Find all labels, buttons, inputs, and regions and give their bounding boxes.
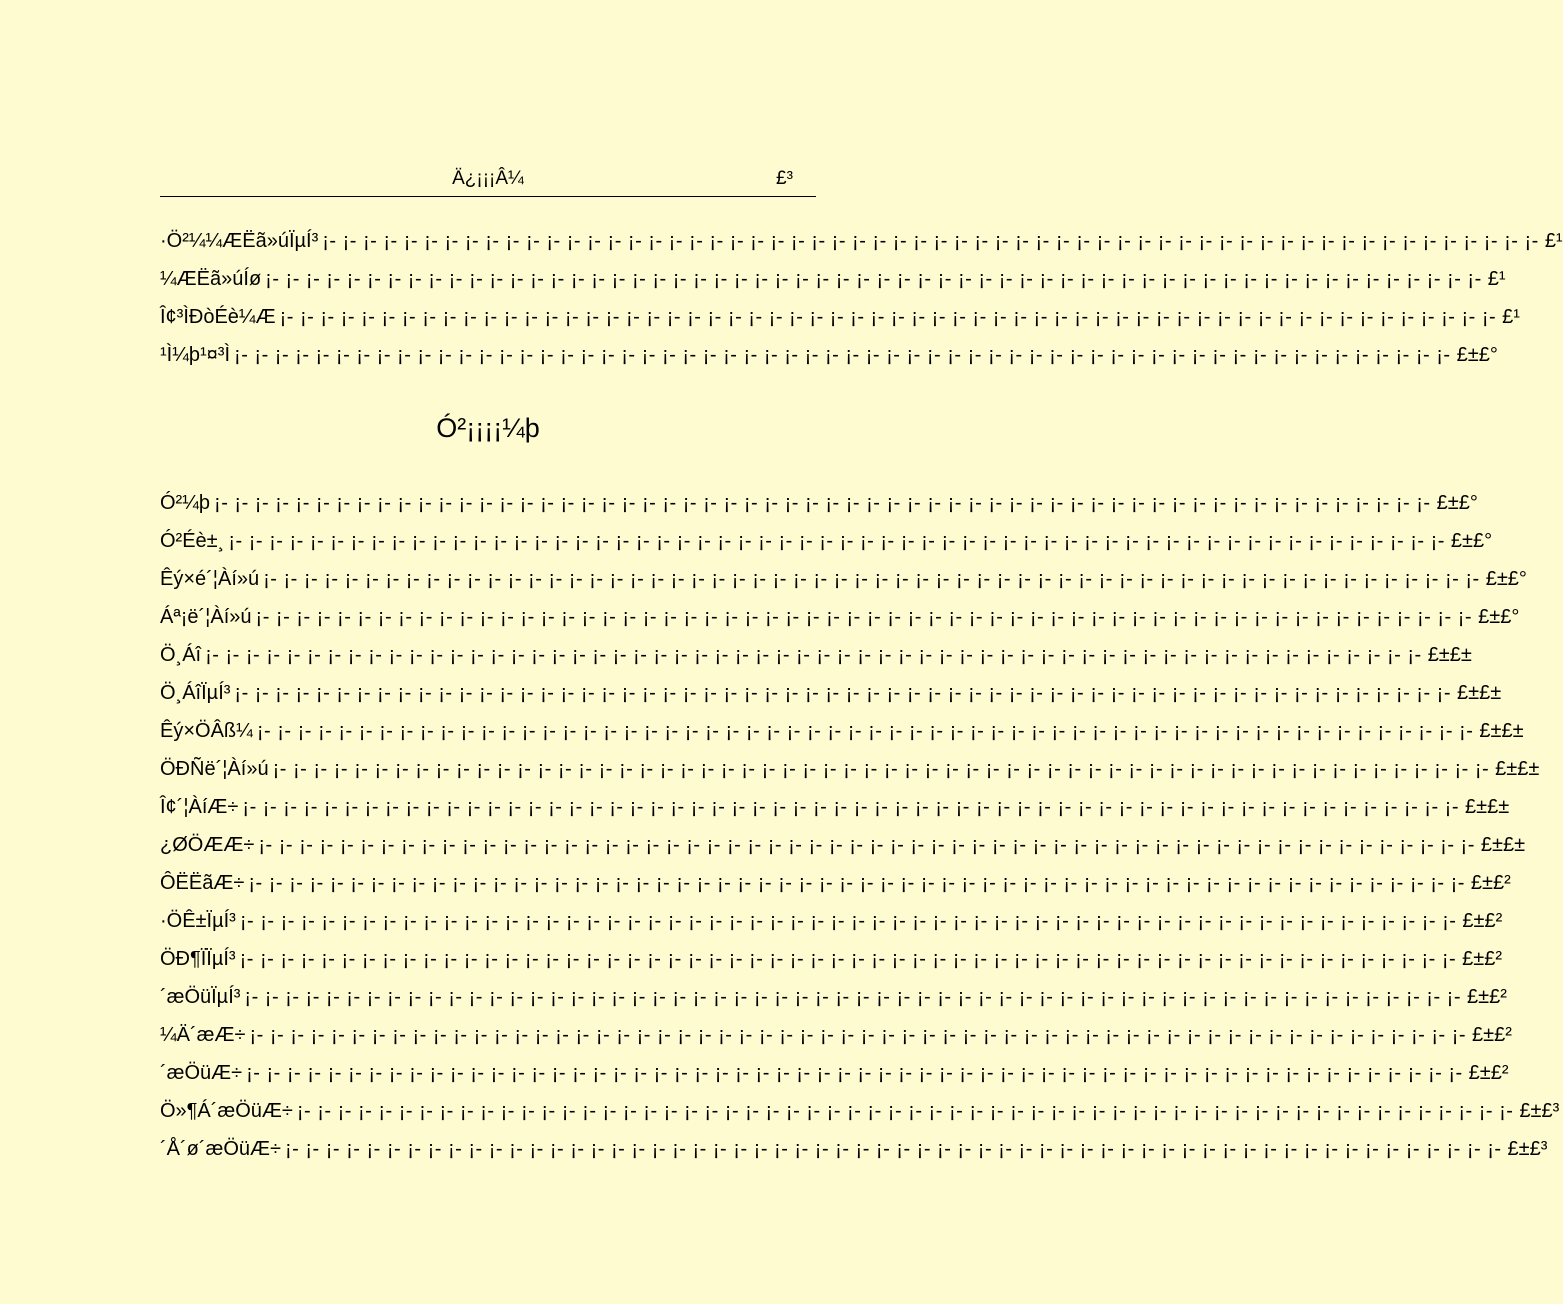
toc-entry-label: Ö¸ÁîÏµÍ³: [160, 682, 231, 704]
toc-entry-label: ´æÖüÏµÍ³: [160, 986, 241, 1008]
toc-entry-label: Áª¡ë´¦Àí»ú: [160, 606, 252, 628]
toc-entry: [160, 1092, 1560, 1130]
toc-entry-label: ´æÖüÆ÷: [160, 1062, 243, 1084]
toc-entry: [160, 560, 1527, 598]
toc-entry-page: £±£°: [1450, 530, 1493, 552]
dot-leader: ¡- ¡- ¡- ¡- ¡- ¡- ¡- ¡- ¡- ¡- ¡- ¡- ¡- ¡- ¡- ¡- ¡- ¡- ¡- ¡- ¡- ¡- ¡- ¡- ¡- ¡- ¡- ¡- ¡- ¡- ¡- ¡- ¡- ¡- ¡- ¡- ¡- ¡- ¡- ¡- ¡- ¡- ¡- ¡- ¡- ¡- ¡- ¡- ¡- ¡- ¡- ¡- ¡- ¡- ¡- ¡- ¡- ¡- ¡- ¡-: [214, 492, 1431, 514]
toc-entry-page: £±£²: [1470, 872, 1511, 894]
toc-entry: [160, 978, 1507, 1016]
toc-entry-page: £±£²: [1466, 986, 1507, 1008]
toc-entry: [160, 484, 1478, 522]
toc-entry-page: £±£±: [1427, 644, 1472, 666]
toc-entry-page: £±£±: [1495, 758, 1540, 780]
toc-entry: [160, 598, 1520, 636]
toc-entry-label: Ó²¼þ: [160, 492, 211, 514]
toc-entry: [160, 336, 1498, 374]
dot-leader: ¡- ¡- ¡- ¡- ¡- ¡- ¡- ¡- ¡- ¡- ¡- ¡- ¡- ¡- ¡- ¡- ¡- ¡- ¡- ¡- ¡- ¡- ¡- ¡- ¡- ¡- ¡- ¡- ¡- ¡- ¡- ¡- ¡- ¡- ¡- ¡- ¡- ¡- ¡- ¡- ¡- ¡- ¡- ¡- ¡- ¡- ¡- ¡- ¡- ¡- ¡- ¡- ¡- ¡- ¡- ¡- ¡- ¡- ¡- ¡-: [272, 758, 1490, 780]
running-header-title: Ä¿¡¡¡Â¼: [452, 168, 524, 189]
toc-entry: [160, 636, 1472, 674]
dot-leader: ¡- ¡- ¡- ¡- ¡- ¡- ¡- ¡- ¡- ¡- ¡- ¡- ¡- ¡- ¡- ¡- ¡- ¡- ¡- ¡- ¡- ¡- ¡- ¡- ¡- ¡- ¡- ¡- ¡- ¡- ¡- ¡- ¡- ¡- ¡- ¡- ¡- ¡- ¡- ¡- ¡- ¡- ¡- ¡- ¡- ¡- ¡- ¡- ¡- ¡- ¡- ¡- ¡- ¡- ¡- ¡- ¡- ¡- ¡- ¡-: [234, 682, 1451, 704]
toc-entry-page: £¹: [1502, 306, 1520, 328]
toc-entry-label: ¼ÆËã»úÍø: [160, 268, 262, 290]
toc-entry-page: £±£³: [1507, 1138, 1548, 1160]
dot-leader: ¡- ¡- ¡- ¡- ¡- ¡- ¡- ¡- ¡- ¡- ¡- ¡- ¡- ¡- ¡- ¡- ¡- ¡- ¡- ¡- ¡- ¡- ¡- ¡- ¡- ¡- ¡- ¡- ¡- ¡- ¡- ¡- ¡- ¡- ¡- ¡- ¡- ¡- ¡- ¡- ¡- ¡- ¡- ¡- ¡- ¡- ¡- ¡- ¡- ¡- ¡- ¡- ¡- ¡- ¡- ¡- ¡- ¡- ¡- ¡-: [239, 910, 1457, 932]
toc-entry-label: Êý×é´¦Àí»ú: [160, 568, 260, 590]
toc-main-list: [160, 484, 1560, 1168]
toc-entry: [160, 1054, 1509, 1092]
toc-entry-label: Î¢³ÌÐòÉè¼Æ: [160, 306, 276, 328]
toc-entry-label: ´Å´ø´æÖüÆ÷: [160, 1138, 281, 1160]
toc-entry: [160, 864, 1511, 902]
toc-entry: [160, 222, 1563, 260]
header-divider: [160, 196, 816, 197]
toc-entry: [160, 750, 1540, 788]
toc-entry-page: £±£°: [1436, 492, 1478, 514]
dot-leader: ¡- ¡- ¡- ¡- ¡- ¡- ¡- ¡- ¡- ¡- ¡- ¡- ¡- ¡- ¡- ¡- ¡- ¡- ¡- ¡- ¡- ¡- ¡- ¡- ¡- ¡- ¡- ¡- ¡- ¡- ¡- ¡- ¡- ¡- ¡- ¡- ¡- ¡- ¡- ¡- ¡- ¡- ¡- ¡- ¡- ¡- ¡- ¡- ¡- ¡- ¡- ¡- ¡- ¡- ¡- ¡- ¡- ¡- ¡- ¡-: [246, 1062, 1463, 1084]
toc-entry: [160, 298, 1520, 336]
toc-entry-label: ÖÐ¶ÏÏµÍ³: [160, 948, 236, 970]
dot-leader: ¡- ¡- ¡- ¡- ¡- ¡- ¡- ¡- ¡- ¡- ¡- ¡- ¡- ¡- ¡- ¡- ¡- ¡- ¡- ¡- ¡- ¡- ¡- ¡- ¡- ¡- ¡- ¡- ¡- ¡- ¡- ¡- ¡- ¡- ¡- ¡- ¡- ¡- ¡- ¡- ¡- ¡- ¡- ¡- ¡- ¡- ¡- ¡- ¡- ¡- ¡- ¡- ¡- ¡- ¡- ¡- ¡- ¡- ¡- ¡-: [256, 720, 1474, 742]
toc-entry-label: ·ÖÊ±ÏµÍ³: [160, 910, 236, 932]
toc-entry-page: £±£±: [1480, 834, 1526, 856]
toc-entry-page: £±£²: [1472, 1024, 1512, 1046]
toc-entry-label: Ó²Éè±¸: [160, 530, 225, 552]
toc-entry-page: £±£±: [1479, 720, 1524, 742]
toc-entry-label: Êý×ÖÂß¼: [160, 720, 253, 742]
toc-entry-label: ¹Ì¼þ¹¤³Ì: [160, 344, 231, 366]
toc-entry-page: £±£²: [1462, 910, 1503, 932]
toc-entry: [160, 674, 1502, 712]
toc-entry-page: £±£°: [1478, 606, 1520, 628]
toc-entry-page: £±£±: [1464, 796, 1510, 818]
toc-entry-label: ·Ö²¼¼ÆËã»úÏµÍ³: [160, 230, 319, 252]
toc-entry-label: Ö¸Áî: [160, 644, 202, 666]
dot-leader: ¡- ¡- ¡- ¡- ¡- ¡- ¡- ¡- ¡- ¡- ¡- ¡- ¡- ¡- ¡- ¡- ¡- ¡- ¡- ¡- ¡- ¡- ¡- ¡- ¡- ¡- ¡- ¡- ¡- ¡- ¡- ¡- ¡- ¡- ¡- ¡- ¡- ¡- ¡- ¡- ¡- ¡- ¡- ¡- ¡- ¡- ¡- ¡- ¡- ¡- ¡- ¡- ¡- ¡- ¡- ¡- ¡- ¡- ¡- ¡-: [205, 644, 1422, 666]
toc-top-list: [160, 222, 1563, 374]
dot-leader: ¡- ¡- ¡- ¡- ¡- ¡- ¡- ¡- ¡- ¡- ¡- ¡- ¡- ¡- ¡- ¡- ¡- ¡- ¡- ¡- ¡- ¡- ¡- ¡- ¡- ¡- ¡- ¡- ¡- ¡- ¡- ¡- ¡- ¡- ¡- ¡- ¡- ¡- ¡- ¡- ¡- ¡- ¡- ¡- ¡- ¡- ¡- ¡- ¡- ¡- ¡- ¡- ¡- ¡- ¡- ¡- ¡- ¡- ¡- ¡-: [244, 986, 1461, 1008]
toc-entry-label: ÖÐÑë´¦Àí»ú: [160, 758, 269, 780]
toc-entry-label: Î¢´¦ÀíÆ÷: [160, 796, 239, 818]
toc-entry-page: £±£²: [1462, 948, 1503, 970]
toc-entry-page: £¹: [1544, 230, 1563, 252]
toc-entry: [160, 940, 1503, 978]
toc-entry-page: £±£°: [1456, 344, 1498, 366]
toc-entry: [160, 712, 1524, 750]
toc-entry-page: £±£±: [1456, 682, 1502, 704]
dot-leader: ¡- ¡- ¡- ¡- ¡- ¡- ¡- ¡- ¡- ¡- ¡- ¡- ¡- ¡- ¡- ¡- ¡- ¡- ¡- ¡- ¡- ¡- ¡- ¡- ¡- ¡- ¡- ¡- ¡- ¡- ¡- ¡- ¡- ¡- ¡- ¡- ¡- ¡- ¡- ¡- ¡- ¡- ¡- ¡- ¡- ¡- ¡- ¡- ¡- ¡- ¡- ¡- ¡- ¡- ¡- ¡- ¡- ¡- ¡- ¡-: [265, 268, 1482, 290]
dot-leader: ¡- ¡- ¡- ¡- ¡- ¡- ¡- ¡- ¡- ¡- ¡- ¡- ¡- ¡- ¡- ¡- ¡- ¡- ¡- ¡- ¡- ¡- ¡- ¡- ¡- ¡- ¡- ¡- ¡- ¡- ¡- ¡- ¡- ¡- ¡- ¡- ¡- ¡- ¡- ¡- ¡- ¡- ¡- ¡- ¡- ¡- ¡- ¡- ¡- ¡- ¡- ¡- ¡- ¡- ¡- ¡- ¡- ¡- ¡- ¡-: [258, 834, 1475, 856]
dot-leader: ¡- ¡- ¡- ¡- ¡- ¡- ¡- ¡- ¡- ¡- ¡- ¡- ¡- ¡- ¡- ¡- ¡- ¡- ¡- ¡- ¡- ¡- ¡- ¡- ¡- ¡- ¡- ¡- ¡- ¡- ¡- ¡- ¡- ¡- ¡- ¡- ¡- ¡- ¡- ¡- ¡- ¡- ¡- ¡- ¡- ¡- ¡- ¡- ¡- ¡- ¡- ¡- ¡- ¡- ¡- ¡- ¡- ¡- ¡- ¡-: [263, 568, 1480, 590]
running-header-page-number: £³: [776, 168, 793, 189]
toc-entry: [160, 1130, 1548, 1168]
toc-entry-label: Ö»¶Á´æÖüÆ÷: [160, 1100, 293, 1122]
toc-entry: [160, 788, 1510, 826]
toc-entry: [160, 826, 1526, 864]
dot-leader: ¡- ¡- ¡- ¡- ¡- ¡- ¡- ¡- ¡- ¡- ¡- ¡- ¡- ¡- ¡- ¡- ¡- ¡- ¡- ¡- ¡- ¡- ¡- ¡- ¡- ¡- ¡- ¡- ¡- ¡- ¡- ¡- ¡- ¡- ¡- ¡- ¡- ¡- ¡- ¡- ¡- ¡- ¡- ¡- ¡- ¡- ¡- ¡- ¡- ¡- ¡- ¡- ¡- ¡- ¡- ¡- ¡- ¡- ¡- ¡-: [239, 948, 1457, 970]
toc-entry-page: £¹: [1487, 268, 1506, 290]
toc-entry-page: £±£°: [1485, 568, 1527, 590]
toc-entry-label: ÔËËãÆ÷: [160, 872, 245, 894]
toc-entry: [160, 902, 1503, 940]
dot-leader: ¡- ¡- ¡- ¡- ¡- ¡- ¡- ¡- ¡- ¡- ¡- ¡- ¡- ¡- ¡- ¡- ¡- ¡- ¡- ¡- ¡- ¡- ¡- ¡- ¡- ¡- ¡- ¡- ¡- ¡- ¡- ¡- ¡- ¡- ¡- ¡- ¡- ¡- ¡- ¡- ¡- ¡- ¡- ¡- ¡- ¡- ¡- ¡- ¡- ¡- ¡- ¡- ¡- ¡- ¡- ¡- ¡- ¡- ¡- ¡-: [234, 344, 1451, 366]
toc-entry-label: ¿ØÖÆÆ÷: [160, 834, 255, 856]
dot-leader: ¡- ¡- ¡- ¡- ¡- ¡- ¡- ¡- ¡- ¡- ¡- ¡- ¡- ¡- ¡- ¡- ¡- ¡- ¡- ¡- ¡- ¡- ¡- ¡- ¡- ¡- ¡- ¡- ¡- ¡- ¡- ¡- ¡- ¡- ¡- ¡- ¡- ¡- ¡- ¡- ¡- ¡- ¡- ¡- ¡- ¡- ¡- ¡- ¡- ¡- ¡- ¡- ¡- ¡- ¡- ¡- ¡- ¡- ¡- ¡-: [242, 796, 1459, 818]
toc-entry-page: £±£²: [1468, 1062, 1509, 1084]
dot-leader: ¡- ¡- ¡- ¡- ¡- ¡- ¡- ¡- ¡- ¡- ¡- ¡- ¡- ¡- ¡- ¡- ¡- ¡- ¡- ¡- ¡- ¡- ¡- ¡- ¡- ¡- ¡- ¡- ¡- ¡- ¡- ¡- ¡- ¡- ¡- ¡- ¡- ¡- ¡- ¡- ¡- ¡- ¡- ¡- ¡- ¡- ¡- ¡- ¡- ¡- ¡- ¡- ¡- ¡- ¡- ¡- ¡- ¡- ¡- ¡-: [279, 306, 1497, 328]
toc-entry: [160, 1016, 1512, 1054]
toc-entry-label: ¼Ä´æÆ÷: [160, 1024, 246, 1046]
dot-leader: ¡- ¡- ¡- ¡- ¡- ¡- ¡- ¡- ¡- ¡- ¡- ¡- ¡- ¡- ¡- ¡- ¡- ¡- ¡- ¡- ¡- ¡- ¡- ¡- ¡- ¡- ¡- ¡- ¡- ¡- ¡- ¡- ¡- ¡- ¡- ¡- ¡- ¡- ¡- ¡- ¡- ¡- ¡- ¡- ¡- ¡- ¡- ¡- ¡- ¡- ¡- ¡- ¡- ¡- ¡- ¡- ¡- ¡- ¡- ¡-: [322, 230, 1539, 252]
toc-entry-page: £±£³: [1519, 1100, 1560, 1122]
dot-leader: ¡- ¡- ¡- ¡- ¡- ¡- ¡- ¡- ¡- ¡- ¡- ¡- ¡- ¡- ¡- ¡- ¡- ¡- ¡- ¡- ¡- ¡- ¡- ¡- ¡- ¡- ¡- ¡- ¡- ¡- ¡- ¡- ¡- ¡- ¡- ¡- ¡- ¡- ¡- ¡- ¡- ¡- ¡- ¡- ¡- ¡- ¡- ¡- ¡- ¡- ¡- ¡- ¡- ¡- ¡- ¡- ¡- ¡- ¡- ¡-: [228, 530, 1445, 552]
toc-entry: [160, 522, 1493, 560]
dot-leader: ¡- ¡- ¡- ¡- ¡- ¡- ¡- ¡- ¡- ¡- ¡- ¡- ¡- ¡- ¡- ¡- ¡- ¡- ¡- ¡- ¡- ¡- ¡- ¡- ¡- ¡- ¡- ¡- ¡- ¡- ¡- ¡- ¡- ¡- ¡- ¡- ¡- ¡- ¡- ¡- ¡- ¡- ¡- ¡- ¡- ¡- ¡- ¡- ¡- ¡- ¡- ¡- ¡- ¡- ¡- ¡- ¡- ¡- ¡- ¡-: [248, 872, 1465, 894]
section-heading: Ó²¡¡¡¡¼þ: [436, 413, 540, 443]
dot-leader: ¡- ¡- ¡- ¡- ¡- ¡- ¡- ¡- ¡- ¡- ¡- ¡- ¡- ¡- ¡- ¡- ¡- ¡- ¡- ¡- ¡- ¡- ¡- ¡- ¡- ¡- ¡- ¡- ¡- ¡- ¡- ¡- ¡- ¡- ¡- ¡- ¡- ¡- ¡- ¡- ¡- ¡- ¡- ¡- ¡- ¡- ¡- ¡- ¡- ¡- ¡- ¡- ¡- ¡- ¡- ¡- ¡- ¡- ¡- ¡-: [255, 606, 1473, 628]
dot-leader: ¡- ¡- ¡- ¡- ¡- ¡- ¡- ¡- ¡- ¡- ¡- ¡- ¡- ¡- ¡- ¡- ¡- ¡- ¡- ¡- ¡- ¡- ¡- ¡- ¡- ¡- ¡- ¡- ¡- ¡- ¡- ¡- ¡- ¡- ¡- ¡- ¡- ¡- ¡- ¡- ¡- ¡- ¡- ¡- ¡- ¡- ¡- ¡- ¡- ¡- ¡- ¡- ¡- ¡- ¡- ¡- ¡- ¡- ¡- ¡-: [249, 1024, 1467, 1046]
dot-leader: ¡- ¡- ¡- ¡- ¡- ¡- ¡- ¡- ¡- ¡- ¡- ¡- ¡- ¡- ¡- ¡- ¡- ¡- ¡- ¡- ¡- ¡- ¡- ¡- ¡- ¡- ¡- ¡- ¡- ¡- ¡- ¡- ¡- ¡- ¡- ¡- ¡- ¡- ¡- ¡- ¡- ¡- ¡- ¡- ¡- ¡- ¡- ¡- ¡- ¡- ¡- ¡- ¡- ¡- ¡- ¡- ¡- ¡- ¡- ¡-: [284, 1138, 1502, 1160]
toc-entry: [160, 260, 1506, 298]
dot-leader: ¡- ¡- ¡- ¡- ¡- ¡- ¡- ¡- ¡- ¡- ¡- ¡- ¡- ¡- ¡- ¡- ¡- ¡- ¡- ¡- ¡- ¡- ¡- ¡- ¡- ¡- ¡- ¡- ¡- ¡- ¡- ¡- ¡- ¡- ¡- ¡- ¡- ¡- ¡- ¡- ¡- ¡- ¡- ¡- ¡- ¡- ¡- ¡- ¡- ¡- ¡- ¡- ¡- ¡- ¡- ¡- ¡- ¡- ¡- ¡-: [296, 1100, 1514, 1122]
